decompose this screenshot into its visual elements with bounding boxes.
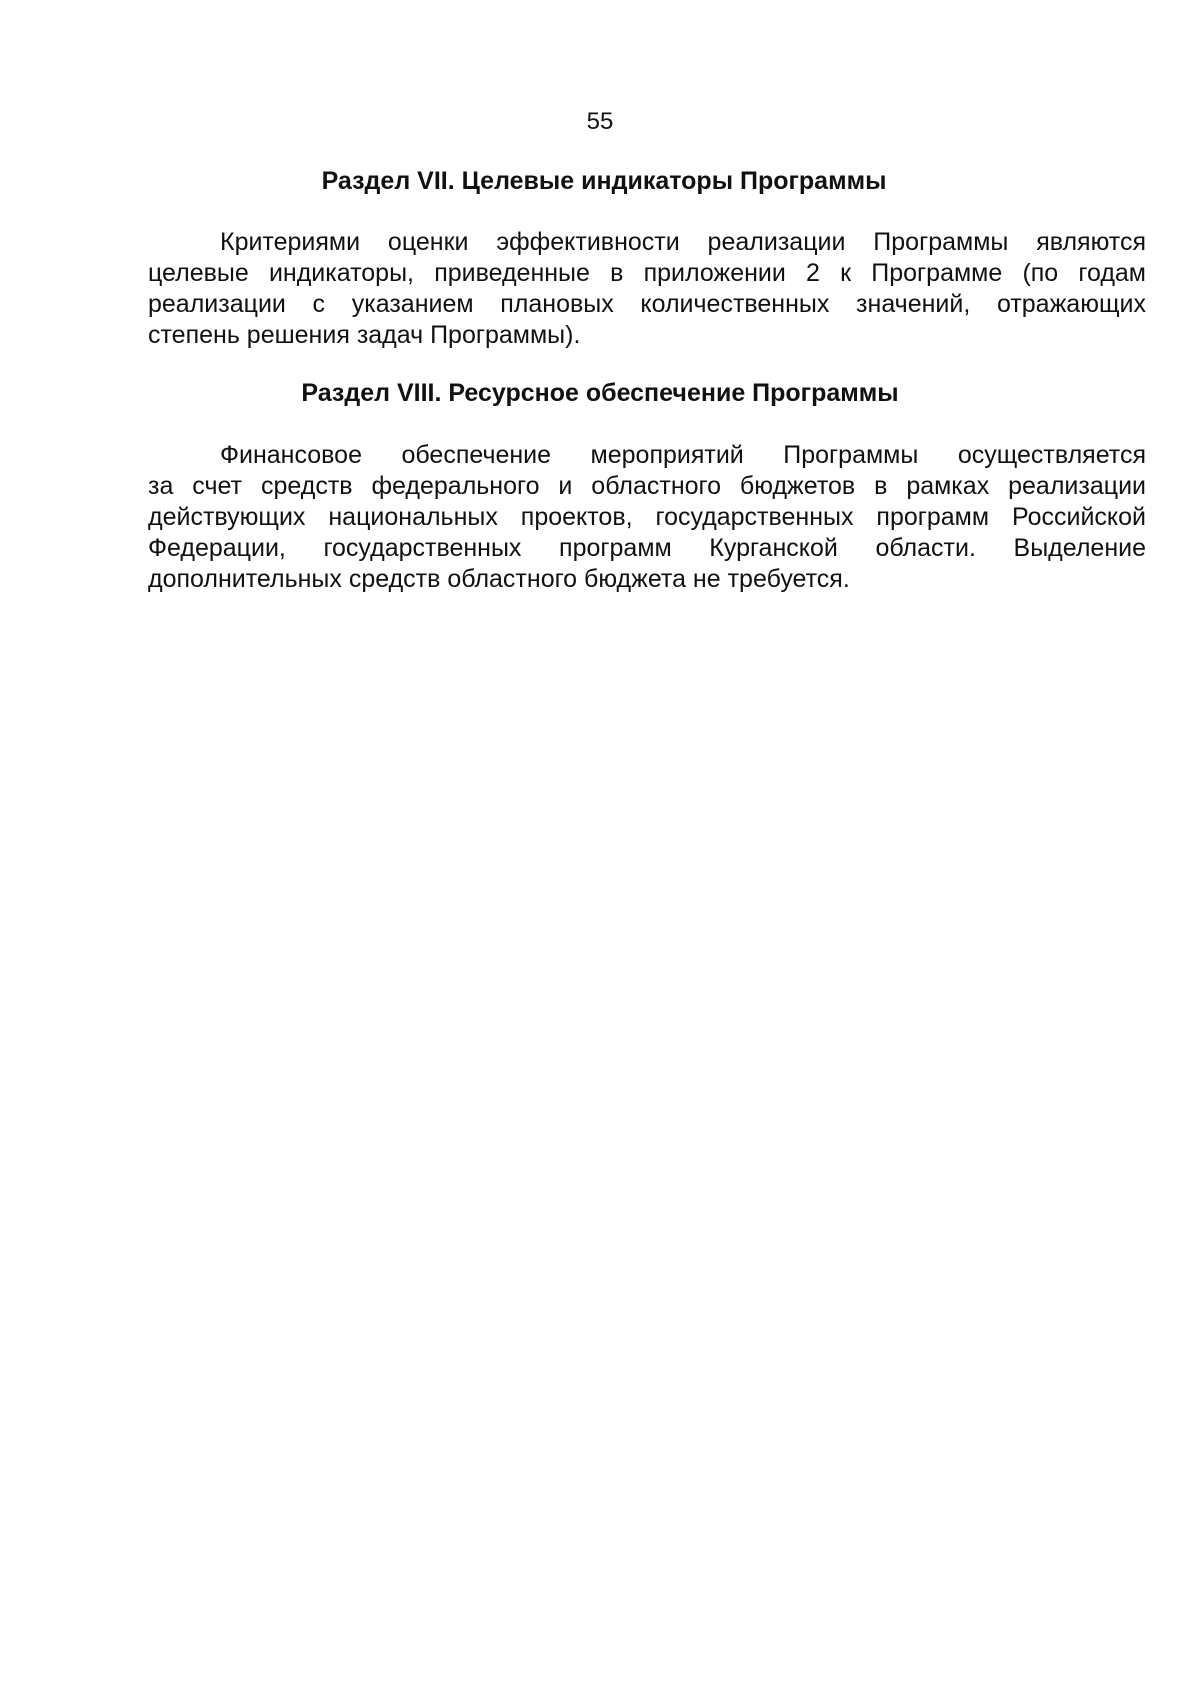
paragraph-line: действующих национальных проектов, государственных программ Российской — [148, 503, 1146, 531]
paragraph-line: за счет средств федерального и областного бюджетов в рамках реализации — [148, 472, 1146, 500]
section-7-paragraph — [148, 227, 1146, 351]
section-8-heading: Раздел VIII. Ресурсное обеспечение Программы — [301, 379, 899, 407]
paragraph-line: Федерации, государственных программ Курганской области. Выделение — [148, 534, 1146, 562]
paragraph-line: Критериями оценки эффективности реализации Программы являются — [220, 228, 1146, 256]
section-8-paragraph — [148, 440, 1146, 595]
paragraph-line: реализации с указанием плановых количественных значений, отражающих — [148, 290, 1146, 318]
section-7-heading: Раздел VII. Целевые индикаторы Программы — [321, 167, 887, 195]
paragraph-line: целевые индикаторы, приведенные в приложении 2 к Программе (по годам — [148, 259, 1146, 287]
paragraph-line: дополнительных средств областного бюджета не требуется. — [148, 565, 850, 593]
page-number: 55 — [586, 108, 614, 135]
paragraph-line: Финансовое обеспечение мероприятий Программы осуществляется — [220, 441, 1146, 469]
paragraph-line: степень решения задач Программы). — [148, 321, 581, 349]
